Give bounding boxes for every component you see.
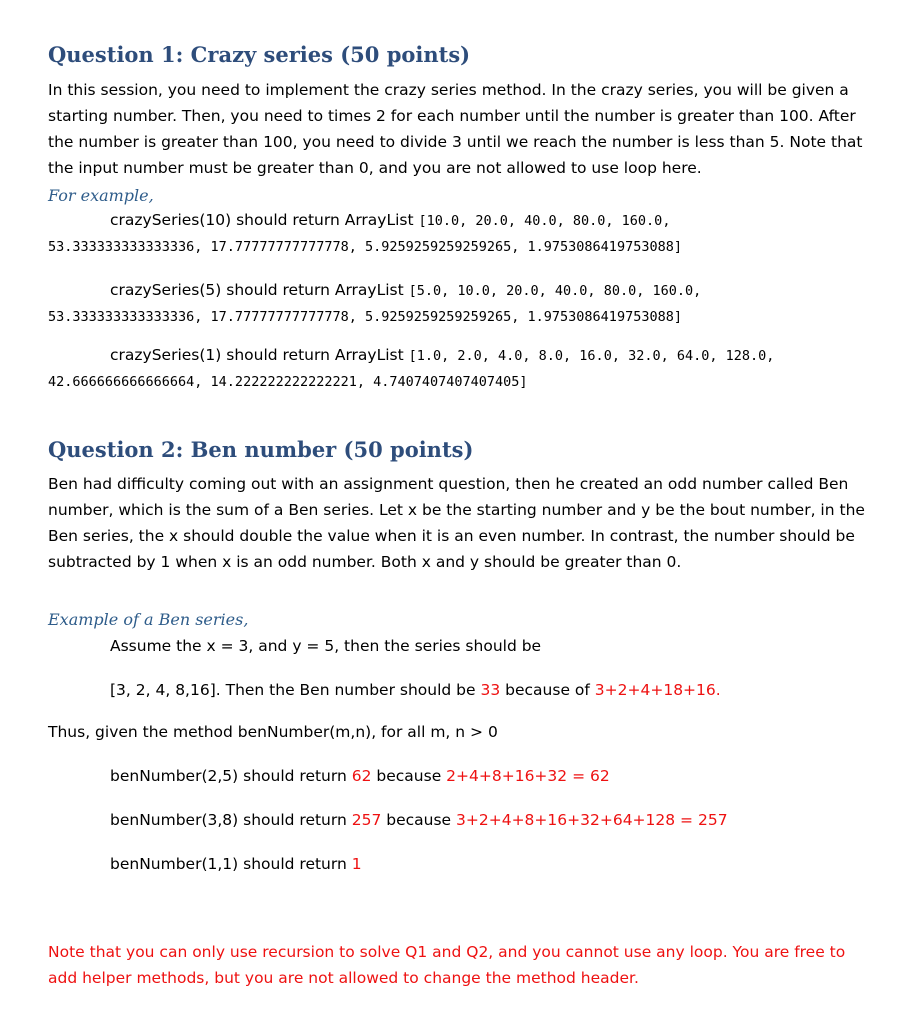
q2-series-value: 33	[480, 681, 501, 699]
q2-case-2-value: 257	[351, 811, 382, 829]
q2-case-1-because: because	[371, 767, 447, 785]
q2-series-because: because of	[500, 681, 595, 699]
q2-case-2-sum: 3+2+4+8+16+32+64+128 = 257	[456, 811, 728, 829]
q2-case-1	[110, 767, 610, 785]
q1-example-1-list-cont: 53.333333333333336, 17.77777777777778, 5.9259259259259265, 1.9753086419753088]	[48, 239, 682, 255]
q2-case-3	[110, 855, 362, 873]
q1-example-3-list-cont: 42.666666666666664, 14.222222222222221, 4.7407407407407405]	[48, 374, 528, 390]
q1-para-line-3: the number is greater than 100, you need to divide 3 until we reach the number is less than 5. Note that	[48, 133, 863, 151]
q1-para-line-4: the input number must be greater than 0, and you are not allowed to use loop here.	[48, 159, 702, 177]
q1-example-label: For example,	[48, 186, 154, 205]
q1-title: Question 1: Crazy series (50 points)	[48, 42, 471, 67]
q2-example-label: Example of a Ben series,	[48, 610, 249, 629]
note-line-1: Note that you can only use recursion to solve Q1 and Q2, and you cannot use any loop. You are free to	[48, 943, 846, 961]
q1-example-3-list-start: [1.0, 2.0, 4.0, 8.0, 16.0, 32.0, 64.0, 128.0,	[408, 348, 775, 364]
q1-para-line-1: In this session, you need to implement the crazy series method. In the crazy series, you will be given a	[48, 81, 849, 99]
q2-case-3-value: 1	[351, 855, 362, 873]
q2-para-line-4: subtracted by 1 when x is an odd number. Both x and y should be greater than 0.	[48, 553, 682, 571]
q1-example-1	[110, 211, 670, 229]
q1-example-2-list-start: [5.0, 10.0, 20.0, 40.0, 80.0, 160.0,	[408, 283, 702, 299]
q2-case-2-because: because	[381, 811, 457, 829]
q2-series-sum: 3+2+4+18+16.	[594, 681, 721, 699]
q2-title: Question 2: Ben number (50 points)	[48, 437, 474, 462]
q1-para-line-2: starting number. Then, you need to times 2 for each number until the number is greater than 100. After	[48, 107, 856, 125]
q1-example-1-list-start: [10.0, 20.0, 40.0, 80.0, 160.0,	[418, 213, 671, 229]
q2-para-line-3: Ben series, the x should double the value when it is an even number. In contrast, the number should be	[48, 527, 855, 545]
q1-example-2	[110, 281, 701, 299]
q1-example-2-call: crazySeries(5) should return ArrayList	[110, 281, 409, 299]
q2-para-line-2: number, which is the sum of a Ben series. Let x be the starting number and y be the bout number, in the	[48, 501, 865, 519]
q2-case-2-call: benNumber(3,8) should return	[110, 811, 352, 829]
q2-case-1-value: 62	[351, 767, 372, 785]
q1-example-2-list-cont: 53.333333333333336, 17.77777777777778, 5.9259259259259265, 1.9753086419753088]	[48, 309, 682, 325]
q2-case-1-call: benNumber(2,5) should return	[110, 767, 352, 785]
q2-series-text: [3, 2, 4, 8,16]. Then the Ben number should be	[110, 681, 481, 699]
q2-series-line	[110, 681, 721, 699]
q1-example-1-call: crazySeries(10) should return ArrayList	[110, 211, 419, 229]
q1-example-3	[110, 346, 774, 364]
q2-assume-text: Assume the x = 3, and y = 5, then the series should be	[110, 637, 542, 655]
q1-example-3-call: crazySeries(1) should return ArrayList	[110, 346, 409, 364]
q2-thus-text: Thus, given the method benNumber(m,n), for all m, n > 0	[48, 723, 498, 741]
q2-para-line-1: Ben had difficulty coming out with an assignment question, then he created an odd number called Ben	[48, 475, 849, 493]
q2-case-1-sum: 2+4+8+16+32 = 62	[446, 767, 610, 785]
q2-case-3-call: benNumber(1,1) should return	[110, 855, 352, 873]
q2-case-2	[110, 811, 728, 829]
note-line-2: add helper methods, but you are not allowed to change the method header.	[48, 969, 639, 987]
